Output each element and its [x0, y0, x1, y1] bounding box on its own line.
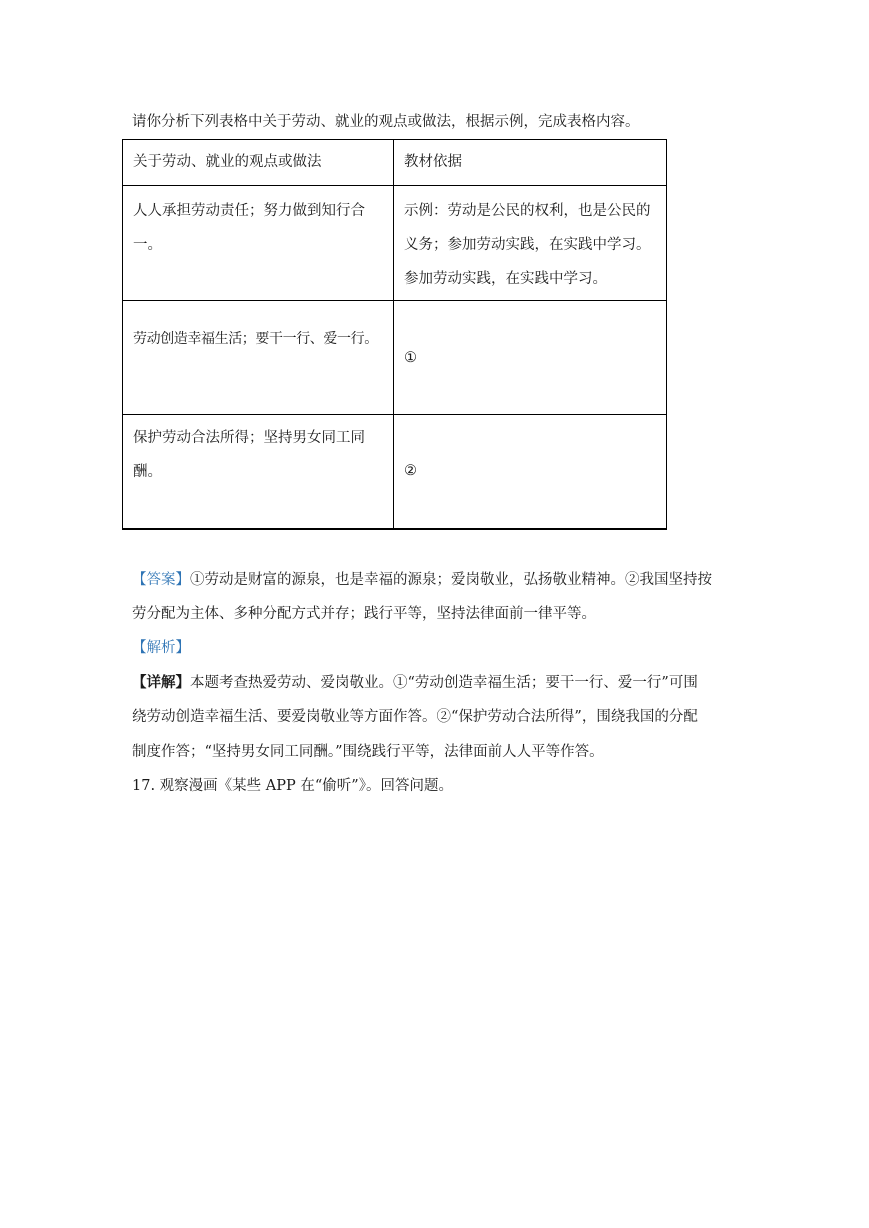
detail-text: 本题考查热爱劳动、爱岗敬业。①“劳动创造幸福生活；要干一行、爱一行”可围: [190, 675, 698, 691]
answer-line-1: [132, 570, 712, 590]
table-row: [123, 301, 667, 415]
intro-text: 请你分析下列表格中关于劳动、就业的观点或做法，根据示例，完成表格内容。: [132, 114, 640, 130]
row2-basis-mark: ①: [404, 349, 417, 366]
table-row: [123, 415, 667, 529]
question-17: 17. 观察漫画《某些 APP 在“偷听”》。回答问题。: [132, 778, 453, 794]
header-view: 关于劳动、就业的观点或做法: [123, 140, 394, 186]
row2-view-line: 劳动创造幸福生活；要干一行、爱一行。: [133, 331, 378, 347]
header-basis: 教材依据: [394, 140, 667, 186]
row2-basis-cell: [394, 301, 667, 415]
row1-basis-line: 参加劳动实践，在实践中学习。: [404, 271, 607, 287]
row3-basis-cell: [394, 415, 667, 529]
row1-basis-cell: [394, 186, 667, 301]
detail-line-3: 制度作答；“坚持男女同工同酬。”围绕践行平等，法律面前人人平等作答。: [132, 744, 604, 760]
row1-basis-line: 示例：劳动是公民的权利，也是公民的: [404, 203, 651, 219]
row1-view-cell: [123, 186, 394, 301]
analysis-heading: [132, 638, 190, 658]
row3-view-line: 保护劳动合法所得；坚持男女同工同: [133, 430, 365, 446]
row1-view-line: 一。: [133, 237, 162, 253]
row3-view-cell: [123, 415, 394, 529]
detail-line-2: 绕劳动创造幸福生活、要爱岗敬业等方面作答。②“保护劳动合法所得”，围绕我国的分配: [132, 709, 698, 725]
detail-line-1: [132, 673, 698, 693]
table-header-row: [123, 140, 667, 186]
table-row: [123, 186, 667, 301]
row3-basis-mark: ②: [404, 463, 417, 480]
row2-view-cell: [123, 301, 394, 415]
answer-tag: 【答案】: [132, 572, 190, 588]
detail-tag: 【详解】: [132, 674, 190, 691]
row1-basis-line: 义务；参加劳动实践，在实践中学习。: [404, 237, 651, 253]
answer-line-2: 劳分配为主体、多种分配方式并存；践行平等，坚持法律面前一律平等。: [132, 606, 596, 622]
answer-table: [122, 139, 667, 530]
row3-view-line: 酬。: [133, 464, 162, 480]
analysis-tag: 【解析】: [132, 640, 190, 656]
answer-text: ①劳动是财富的源泉，也是幸福的源泉；爱岗敬业，弘扬敬业精神。②我国坚持按: [190, 572, 712, 588]
row1-view-line: 人人承担劳动责任；努力做到知行合: [133, 203, 365, 219]
